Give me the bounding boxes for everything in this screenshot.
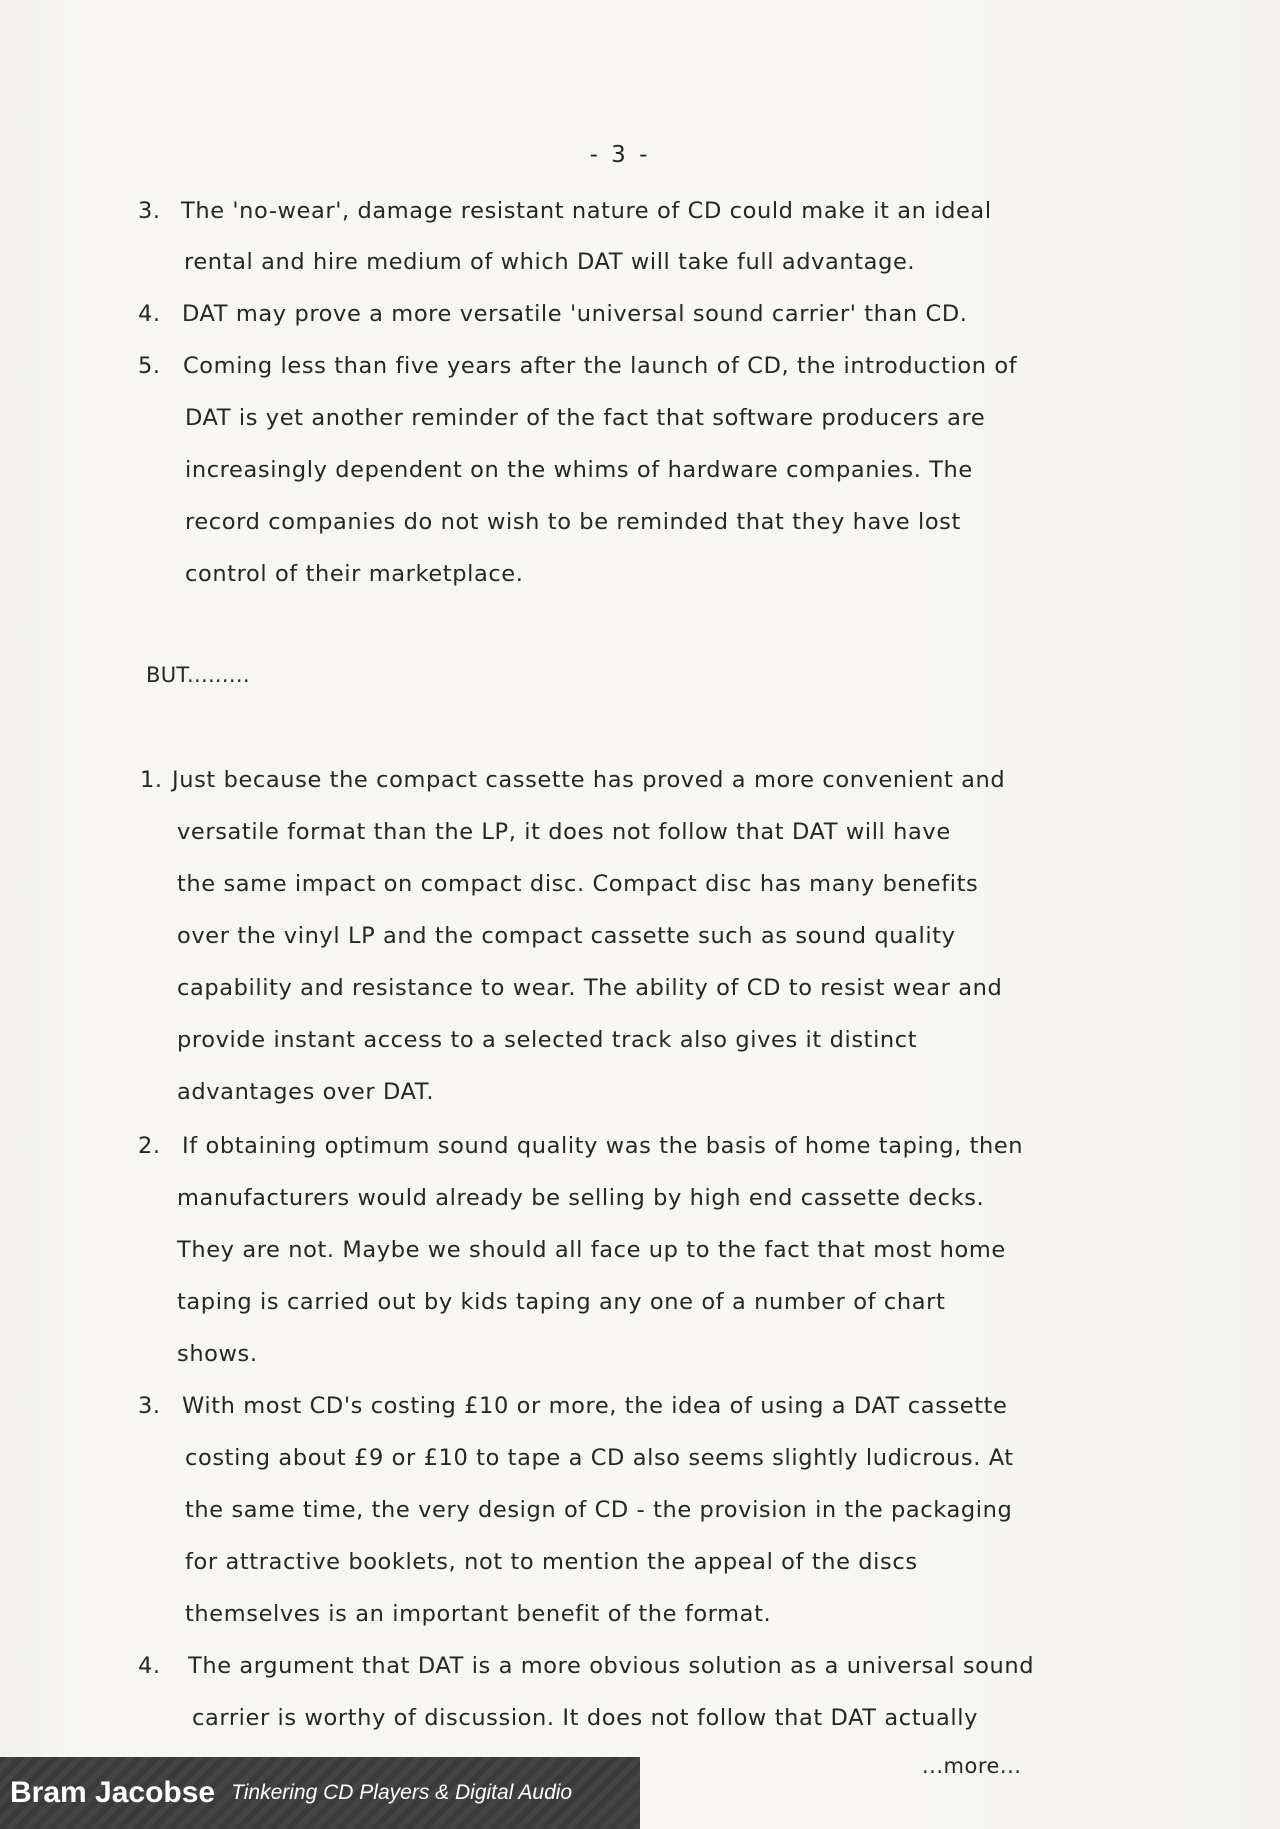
continuation-note: ...more...: [922, 1754, 1022, 1778]
item-line: carrier is worthy of discussion. It does not follow that DAT actually: [192, 1705, 979, 1731]
item-line: If obtaining optimum sound quality was the basis of home taping, then: [182, 1133, 1024, 1159]
item-line: over the vinyl LP and the compact cassette such as sound quality: [177, 923, 956, 949]
item-line: versatile format than the LP, it does not follow that DAT will have: [177, 819, 951, 845]
item-line: for attractive booklets, not to mention the appeal of the discs: [185, 1549, 918, 1575]
item-number: 3.: [138, 198, 161, 224]
item-number: 3.: [138, 1393, 161, 1419]
item-line: themselves is an important benefit of the format.: [185, 1601, 772, 1627]
but-heading: BUT.........: [146, 663, 250, 687]
author-name: Bram Jacobse: [10, 1776, 216, 1809]
item-line: rental and hire medium of which DAT will take full advantage.: [184, 249, 916, 275]
item-line: With most CD's costing £10 or more, the idea of using a DAT cassette: [182, 1393, 1008, 1419]
item-line: Coming less than five years after the launch of CD, the introduction of: [183, 353, 1018, 379]
item-line: taping is carried out by kids taping any one of a number of chart: [177, 1289, 946, 1315]
item-line: The 'no-wear', damage resistant nature of CD could make it an ideal: [181, 198, 992, 224]
item-line: shows.: [177, 1341, 258, 1367]
item-line: the same impact on compact disc. Compact disc has many benefits: [177, 871, 979, 897]
item-line: costing about £9 or £10 to tape a CD also seems slightly ludicrous. At: [185, 1445, 1014, 1471]
item-number: 1.: [140, 767, 163, 793]
item-line: DAT is yet another reminder of the fact that software producers are: [185, 405, 986, 431]
item-number: 4.: [138, 1653, 161, 1679]
item-line: Just because the compact cassette has proved a more convenient and: [172, 767, 1006, 793]
item-line: capability and resistance to wear. The ability of CD to resist wear and: [177, 975, 1003, 1001]
item-line: provide instant access to a selected track also gives it distinct: [177, 1027, 918, 1053]
item-number: 4.: [138, 301, 161, 327]
item-line: advantages over DAT.: [177, 1079, 435, 1105]
item-line: DAT may prove a more versatile 'universal sound carrier' than CD.: [182, 301, 968, 327]
item-line: manufacturers would already be selling by high end cassette decks.: [177, 1185, 985, 1211]
author-tagline: Tinkering CD Players & Digital Audio: [231, 1781, 573, 1804]
item-line: the same time, the very design of CD - the provision in the packaging: [185, 1497, 1013, 1523]
item-number: 5.: [138, 353, 161, 379]
item-number: 2.: [138, 1133, 161, 1159]
item-line: control of their marketplace.: [185, 561, 524, 587]
watermark-banner: [0, 1757, 640, 1829]
item-line: The argument that DAT is a more obvious solution as a universal sound: [188, 1653, 1035, 1679]
item-line: increasingly dependent on the whims of hardware companies. The: [185, 457, 973, 483]
item-line: They are not. Maybe we should all face up to the fact that most home: [177, 1237, 1006, 1263]
page-number: - 3 -: [589, 142, 651, 168]
item-line: record companies do not wish to be reminded that they have lost: [185, 509, 961, 535]
